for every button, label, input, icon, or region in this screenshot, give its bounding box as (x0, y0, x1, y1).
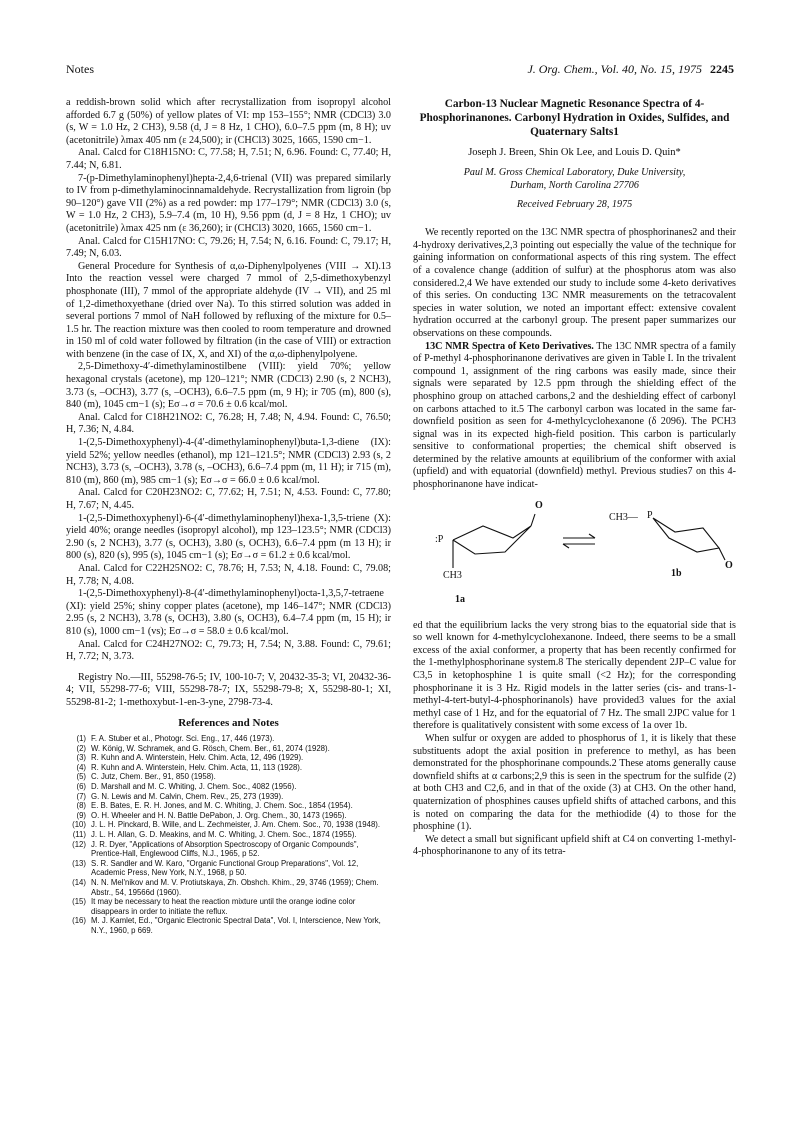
paragraph: Anal. Calcd for C22H25NO2: C, 78.76; H, 7.53; N, 4.18. Found: C, 79.08; H, 7.78; N, 4.08. (66, 562, 391, 587)
reference-item: (4) R. Kuhn and A. Winterstein, Helv. Chim. Acta, 11, 113 (1928). (76, 762, 303, 772)
group-label: CH3 (443, 569, 462, 581)
reference-item: (10) J. L. H. Pinckard, B. Wille, and L. Zechmeister, J. Am. Chem. Soc., 70, 1938 (1948). (72, 820, 381, 830)
reference-item: (6) D. Marshall and M. C. Whiting, J. Chem. Soc., 4082 (1956). (76, 782, 297, 792)
atom-label: :P (435, 533, 444, 545)
atom-label: P (647, 509, 653, 521)
journal-citation: J. Org. Chem., Vol. 40, No. 15, 1975 2245 (527, 62, 734, 76)
registry-numbers: Registry No.—III, 55298-76-5; IV, 100-10-7; V, 20432-35-3; VI, 20432-36-4; VII, 55298-77-6; VIII, 55298-78-7; IX, 55298-79-8; X, 55298-80-1; XI, 55298-81-2; 1-methoxybut-1-en-3-yne, 2798-73-4. (66, 671, 391, 708)
carbonyl-bond-1b (719, 548, 725, 560)
chair-1a (453, 526, 531, 554)
paragraph: Anal. Calcd for C18H21NO2: C, 76.28; H, 7.48; N, 4.94. Found: C, 76.50; H, 7.36; N, 4.84. (66, 411, 391, 436)
reference-item: (2) W. König, W. Schramek, and G. Rösch, Chem. Ber., 61, 2074 (1928). (76, 743, 330, 753)
article-affiliation: Paul M. Gross Chemical Laboratory, Duke University, Durham, North Carolina 27706 (463, 166, 686, 191)
page-number: 2245 (710, 62, 734, 76)
section-label: Notes (66, 62, 94, 76)
paragraph: ed that the equilibrium lacks the very strong bias to the equatorial side that is so well known for 4-methylcyclohexanone. Indeed, there seems to be a small excess of the axial conformer, a property that has been recently confirmed for the 1-methylphosphorinane system.8 The sterically dependent 2JP–C value for C3,5 in ketophosphine 1 is quite small (<2 Hz); for the corresponding phosphorinane it is 3 Hz. Rigid models in the latter series (cis- and trans-1-methyl-4-tert-butyl-4-phosphorinanols) have provided3 values for the axial methyl case of 1 Hz, and for the equatorial of 7 Hz. The small 2JPC value for 1 therefore is qualitatively consistent with some excess of 1a over 1b. (413, 619, 736, 732)
paragraph: 13C NMR Spectra of Keto Derivatives. The 13C NMR spectra of a family of P-methyl 4-phosphorinanone derivatives are given in Table I. In the trivalent compound 1, assignment of the ring carbons was easily made, since their signals were separated by 12.5 ppm through the shielding effect of the phosphino group on attached carbons,2 and the deshielding effect of carbonyl on carbons attached to it.5 The carbonyl carbon was located in the same far-downfield position as seen for 4-methylcyclohexanone (δ 2096). The PCH3 signal was in its expected high-field position. This carbon is particularly sensitive to conformational properties; the chemical shift observed is determined by the relative amounts at equilibrium of the conformer with axial (upfield) and with equatorial (downfield) methyl. Previous studies7 on this 4-phosphorinanone have indicat- (413, 340, 736, 491)
reference-item: (14) N. N. Mel'nikov and M. V. Protiutskaya, Zh. Obshch. Khim., 29, 3746 (1959); Chem. Abstr., 54, 19566d (1960). (72, 878, 379, 897)
page-header (66, 62, 734, 76)
reference-item: (8) E. B. Bates, E. R. H. Jones, and M. C. Whiting, J. Chem. Soc., 1854 (1954). (76, 801, 353, 811)
carbonyl-bond-1a (531, 514, 535, 526)
article-title: Carbon-13 Nuclear Magnetic Resonance Spectra of 4-Phosphorinanones. Carbonyl Hydration in Oxides, Sulfides, and Quaternary Salts1 (419, 98, 730, 138)
compound-label-1a: 1a (455, 593, 465, 605)
conformer-scheme (413, 496, 736, 614)
paragraph: Anal. Calcd for C24H27NO2: C, 79.73; H, 7.54; N, 3.88. Found: C, 79.61; H, 7.72; N, 3.73. (66, 638, 391, 663)
reference-item: (1) F. A. Stuber et al., Photogr. Sci. Eng., 17, 446 (1973). (76, 734, 275, 744)
reference-item: (5) C. Jutz, Chem. Ber., 91, 850 (1958). (76, 772, 216, 782)
reference-item: (13) S. R. Sandler and W. Karo, "Organic Functional Group Preparations", Vol. 12, Academic Press, New York, N.Y., 1968, p 50. (72, 858, 359, 878)
references-heading: References and Notes (178, 716, 279, 729)
paragraph: 1-(2,5-Dimethoxyphenyl)-6-(4′-dimethylaminophenyl)hexa-1,3,5-triene (X): yield 40%; orange needles (isopropyl alcohol), mp 123–123.5°; NMR (CDCl3) 2.90 (s, 2 NCH3), 3.77 (s, OCH3), 3.80 (s, OCH3), 6.6–7.4 ppm (m 13 H); ir 800 (s), 820 (s), 995 (s), 1045 cm−1 (s); Eσ→σ = 61.2 ± 0.6 kcal/mol. (66, 512, 391, 562)
reference-item: (3) R. Kuhn and A. Winterstein, Helv. Chim. Acta, 12, 496 (1929). (76, 753, 304, 763)
atom-label: O (535, 499, 543, 511)
article-authors: Joseph J. Breen, Shin Ok Lee, and Louis D. Quin* (468, 147, 681, 158)
left-column (66, 97, 391, 936)
section-heading: 13C NMR Spectra of Keto Derivatives. (425, 340, 594, 352)
right-column (413, 97, 736, 859)
paragraph: 1-(2,5-Dimethoxyphenyl)-4-(4′-dimethylaminophenyl)buta-1,3-diene (IX): yield 52%; yellow needles (ethanol), mp 121–121.5°; NMR (CDCl3) 2.93 (s, 2 NCH3), 3.73 (s, –OCH3), 3.78 (s, –OCH3), 6.6–7.4 ppm (m, 11 H); ir 715 (m), 810 (m), 860 (m), 985 cm−1 (s); Eσ→σ = 66.0 ± 0.6 kcal/mol. (66, 437, 391, 486)
reference-item: (12) J. R. Dyer, "Applications of Absorption Spectroscopy of Organic Compounds", Prentice-Hall, Englewood Cliffs, N.J., 1965, p 52. (72, 839, 359, 859)
compound-label-1b: 1b (671, 567, 682, 579)
paragraph: 2,5-Dimethoxy-4′-dimethylaminostilbene (VIII): yield 70%; yellow hexagonal crystals (acetone), mp 120–121°; NMR (CDCl3) 2.90 (s, 2 NCH3), 3.73 (s, –OCH3), 3.77 (s, –OCH3), 6.6–7.5 ppm (m, 9 H); ir 705 (m), 800 (s), 840 (m), 1045 cm−1 (s); Eσ→σ = 70.6 ± 0.6 kcal/mol. (66, 361, 391, 411)
group-label: CH3— (609, 511, 638, 523)
reference-item: (16) M. J. Kamlet, Ed., "Organic Electronic Spectral Data", Vol. I, Interscience, New York, N.Y., 1960, p 669. (72, 916, 381, 935)
atom-label: O (725, 559, 733, 571)
reference-item: (7) G. N. Lewis and M. Calvin, Chem. Rev., 25, 273 (1939). (76, 791, 284, 801)
paragraph: Anal. Calcd for C20H23NO2: C, 77.62; H, 7.51; N, 4.53. Found: C, 77.80; H, 7.67; N, 4.45. (66, 487, 391, 511)
references-list (66, 734, 391, 935)
paragraph: We detect a small but significant upfield shift at C4 on converting 1-methyl-4-phosphorinanone to any of its tetra- (413, 833, 736, 858)
paragraph: When sulfur or oxygen are added to phosphorus of 1, it is likely that these substituents adopt the axial position in preference to methyl, as has been demonstrated for the phosphorinane compounds.2 These atoms generally cause downfield shifts at α carbons;2,9 this is seen in the spectrum for the sulfide (2) at both CH3 and C2,6, and in that of the oxide (3) at CH3. On the other hand, quaternization of phosphines causes upfield shifts of attached carbons, and this is noted on comparing the data for the methiodide (4) to those for the phosphine (1). (413, 733, 736, 833)
chair-1b (653, 518, 719, 552)
paragraph: General Procedure for Synthesis of α,ω-Diphenylpolyenes (VIII → XI).13 Into the reaction vessel were charged 7 mmol of 2,5-dimethoxybenzyl phosphonate (III), 7 mmol of the appropriate aldehyde (IV → VII), and 25 ml of 1,2-dimethoxyethane (dried over Na). To this stirred solution was added in several portions 7 mmol of NaH followed by refluxing of the mixture for 0.5–1.5 hr. The reaction mixture was then cooled to room temperature and drowned in 150 ml of cold water followed by filtration (in the case of VIII) or extraction with benzene (in the case of IX, X, and XI) of the α,ω-diphenylpolyene. (66, 260, 391, 360)
reference-item: (15) It may be necessary to heat the reaction mixture until the orange iodine color disappears in order to initiate the reflux. (72, 897, 356, 916)
paragraph: a reddish-brown solid which after recrystallization from isopropyl alcohol afforded 6.7 g (50%) of yellow plates of VI: mp 153–155°; NMR (CDCl3) 3.0 (s, W = 1.0 Hz, 2 CH3), 9.58 (d, J = 8 Hz, 1 CHO), 6.0–7.5 ppm (m, 8 H); uv (acetonitrile) λmax 405 nm (ε 24,500); ir (CHCl3) 3025, 1665, 1590 cm−1. (66, 97, 391, 146)
paragraph: 7-(p-Dimethylaminophenyl)hepta-2,4,6-trienal (VII) was prepared similarly to IV from p-dimethylaminocinnamaldehyde. Recrystallization from ligroin (bp 90–120°) gave VII (2%) as a red powder: mp 177–179°; NMR (CDCl3) 3.0 (s, W = 1.0 Hz, 2 CH3), 5.9–7.4 (m, 10 H), 9.56 ppm (d, J = 8 Hz, 1 CHO); uv (acetonitrile) λmax 425 nm (ε 36,260); ir (CHCl3) 3020, 1665, 1560 cm−1. (66, 172, 391, 234)
paragraph: Anal. Calcd for C15H17NO: C, 79.26; H, 7.54; N, 6.16. Found: C, 79.17; H, 7.49; N, 6.03. (66, 235, 391, 260)
paragraph: We recently reported on the 13C NMR spectra of phosphorinanes2 and their 4-hydroxy derivatives,2,3 pointing out especially the value of the technique for gaining information on conformational aspects of this ring system. The effect of a covalence change (addition of sulfur) at the phosphorus atom was also considered.2,4 We have extended our study to include some 4-keto derivatives of this series. On conducting 13C NMR measurements on the tetracovalent species in water solution, we noted an important effect: extensive covalent hydration occurred at the carbonyl group. The present paper summarizes our observations on these compounds. (413, 227, 736, 339)
paragraph: Anal. Calcd for C18H15NO: C, 77.58; H, 7.51; N, 6.96. Found: C, 77.40; H, 7.44; N, 6.81. (66, 147, 391, 171)
received-date: Received February 28, 1975 (516, 198, 633, 210)
reference-item: (9) O. H. Wheeler and H. N. Battle DePabon, J. Org. Chem., 30, 1473 (1965). (76, 810, 347, 820)
reference-item: (11) J. L. H. Allan, G. D. Meakins, and M. C. Whiting, J. Chem. Soc., 1874 (1955). (72, 830, 357, 840)
paragraph: 1-(2,5-Dimethoxyphenyl)-8-(4′-dimethylaminophenyl)octa-1,3,5,7-tetraene (XI): yield 25%; shiny copper plates (acetone), mp 146–147°; NMR (CDCl3) 2.95 (s, 2 NCH3), 3.78 (s, OCH3), 3.80 (s, OCH3), 6.4–7.4 ppm (m, 15 H); ir 810 (s), 1000 cm−1 (vs); Eσ→σ = 58.0 ± 0.6 kcal/mol. (66, 588, 391, 637)
